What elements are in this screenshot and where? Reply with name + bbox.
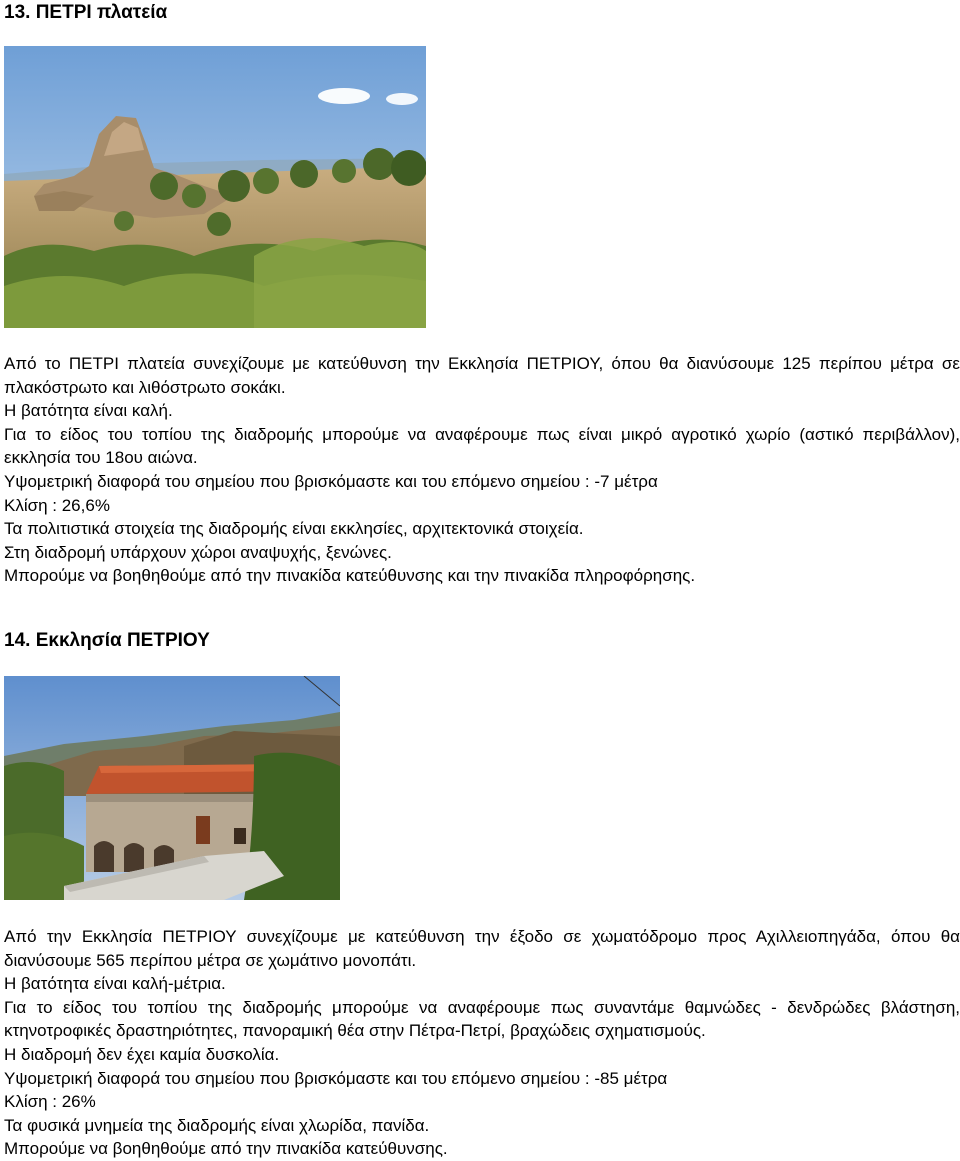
paragraph: Από το ΠΕΤΡΙ πλατεία συνεχίζουμε με κατεύθυνση την Εκκλησία ΠΕΤΡΙΟΥ, όπου θα διανύσουμε 125 περίπου μέτρα σε πλακόστρωτο και λιθόστρωτο σοκάκι.: [4, 354, 960, 397]
paragraph: Τα πολιτιστικά στοιχεία της διαδρομής είναι εκκλησίες, αρχιτεκτονικά στοιχεία.: [4, 519, 584, 539]
paragraph: Κλίση : 26,6%: [4, 495, 110, 515]
section-14-title: 14. Εκκλησία ΠΕΤΡΙΟΥ: [4, 630, 210, 651]
paragraph: Η διαδρομή δεν έχει καμία δυσκολία.: [4, 1044, 280, 1064]
paragraph: Μπορούμε να βοηθηθούμε από την πινακίδα κατεύθυνσης και την πινακίδα πληροφόρησης.: [4, 566, 696, 586]
paragraph: Για το είδος του τοπίου της διαδρομής μπορούμε να αναφέρουμε πως συναντάμε θαμνώδες - δενδρώδες βλάστηση, κτηνοτροφικές δραστηριότητες, πανοραμική θέα στην Πέτρα-Πετρί, βραχώδεις σχηματισμούς.: [4, 997, 960, 1041]
paragraph: Από την Εκκλησία ΠΕΤΡΙΟΥ συνεχίζουμε με κατεύθυνση την έξοδο σε χωματόδρομο προς Αχιλλειοπηγάδα, όπου θα διανύσουμε 565 περίπου μέτρα σε χωμάτινο μονοπάτι.: [4, 927, 960, 970]
section-13-title: 13. ΠΕΤΡΙ πλατεία: [4, 2, 168, 23]
paragraph: Η βατότητα είναι καλή-μέτρια.: [4, 974, 226, 994]
paragraph: Η βατότητα είναι καλή.: [4, 401, 173, 421]
section-14-description: [4, 925, 960, 1161]
section-13-description: [4, 352, 960, 588]
paragraph: Υψομετρική διαφορά του σημείου που βρισκόμαστε και του επόμενο σημείου : -7 μέτρα: [4, 471, 658, 491]
church-photo: [4, 676, 340, 900]
paragraph: Μπορούμε να βοηθηθούμε από την πινακίδα κατεύθυνσης.: [4, 1139, 448, 1159]
paragraph: Για το είδος του τοπίου της διαδρομής μπορούμε να αναφέρουμε πως είναι μικρό αγροτικό χωρίο (αστικό περιβάλλον), εκκλησία του 18ου αιώνα.: [4, 424, 960, 468]
paragraph: Υψομετρική διαφορά του σημείου που βρισκόμαστε και του επόμενο σημείου : -85 μέτρα: [4, 1068, 668, 1088]
paragraph: Κλίση : 26%: [4, 1092, 96, 1112]
paragraph: Τα φυσικά μνημεία της διαδρομής είναι χλωρίδα, πανίδα.: [4, 1115, 430, 1135]
paragraph: Στη διαδρομή υπάρχουν χώροι αναψυχής, ξενώνες.: [4, 542, 392, 562]
landscape-rocks-photo: [4, 46, 426, 328]
